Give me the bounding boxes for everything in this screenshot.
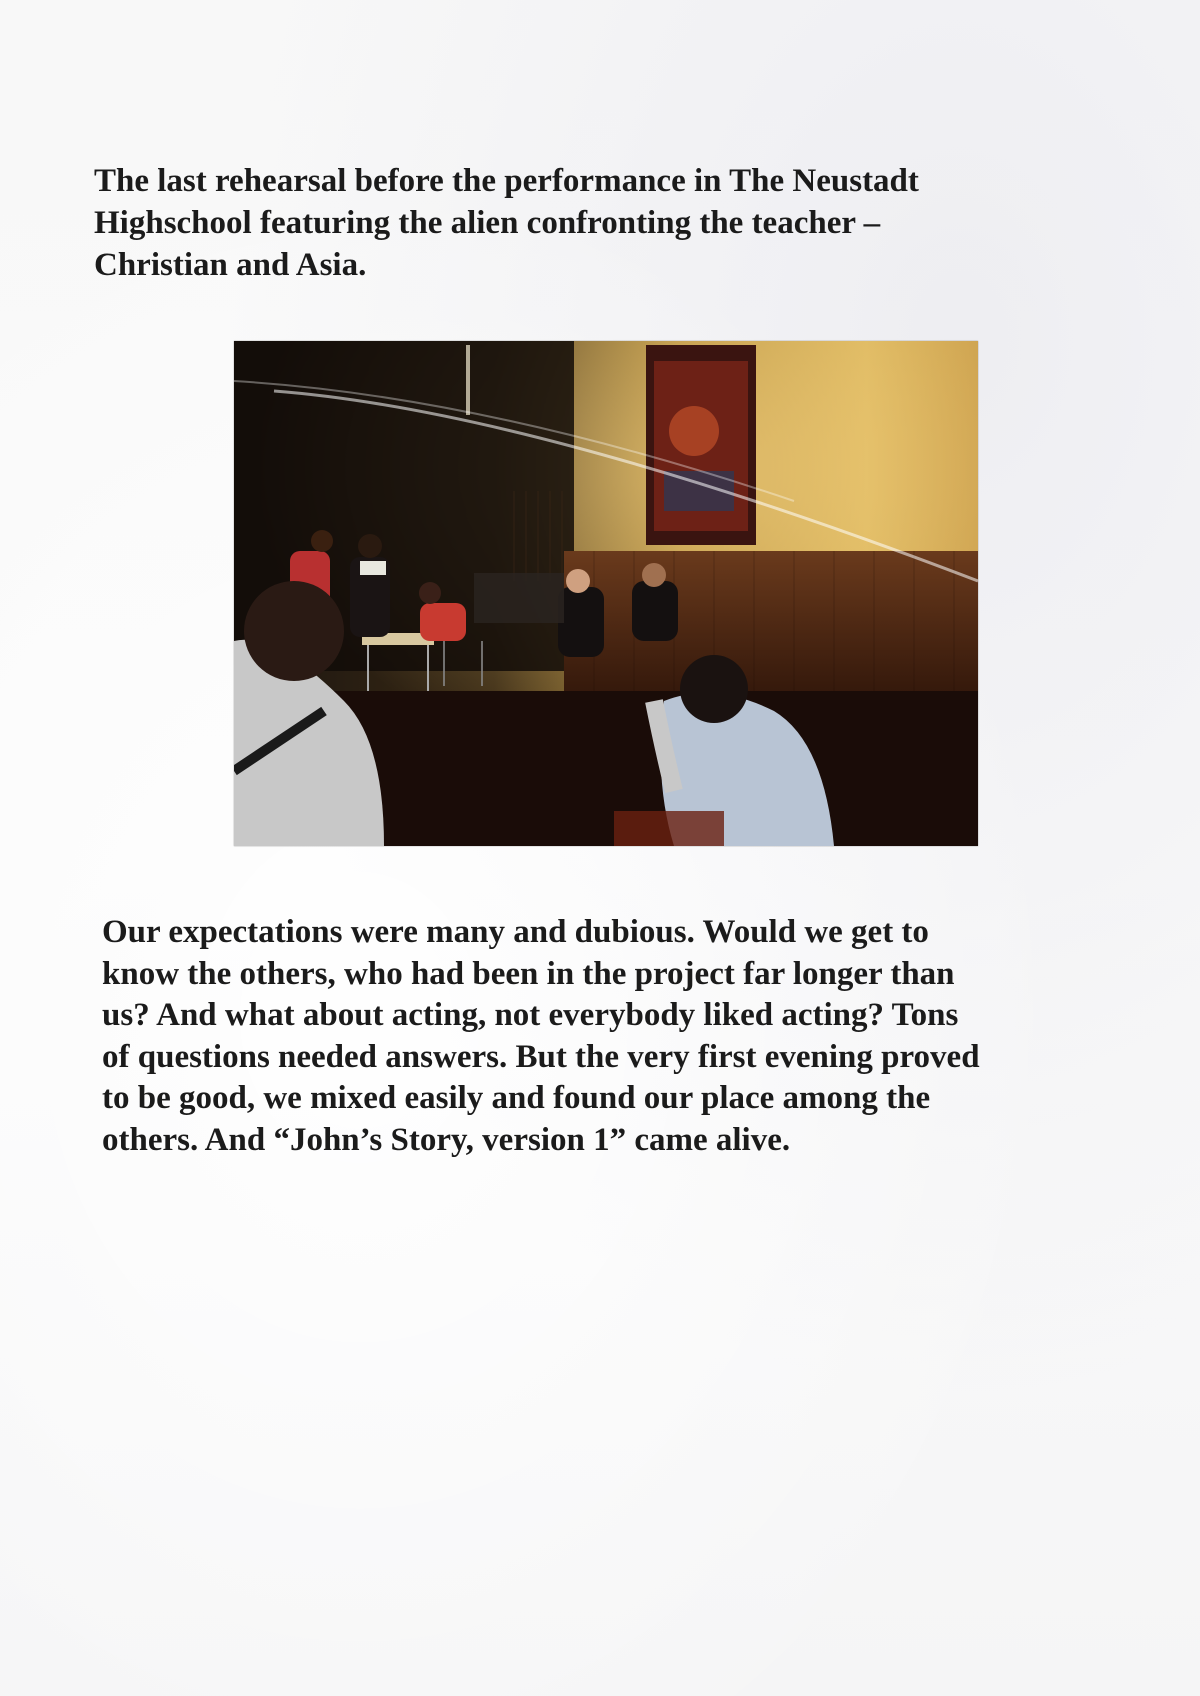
photo-caption: The last rehearsal before the performance in The Neustadt Highschool featuring the alien confronting the teacher – Christian and Asia. [94, 163, 919, 283]
ceiling-lamp [466, 345, 470, 415]
rehearsal-photo [234, 341, 978, 846]
body-paragraph: Our expectations were many and dubious. Would we get to know the others, who had been in the project far longer than us? And what about acting, not everybody liked acting? Tons of questions needed answers. But the very first evening proved to be good, we mixed easily and found our place among the others. And “John’s Story, version 1” came alive. [102, 914, 980, 1158]
